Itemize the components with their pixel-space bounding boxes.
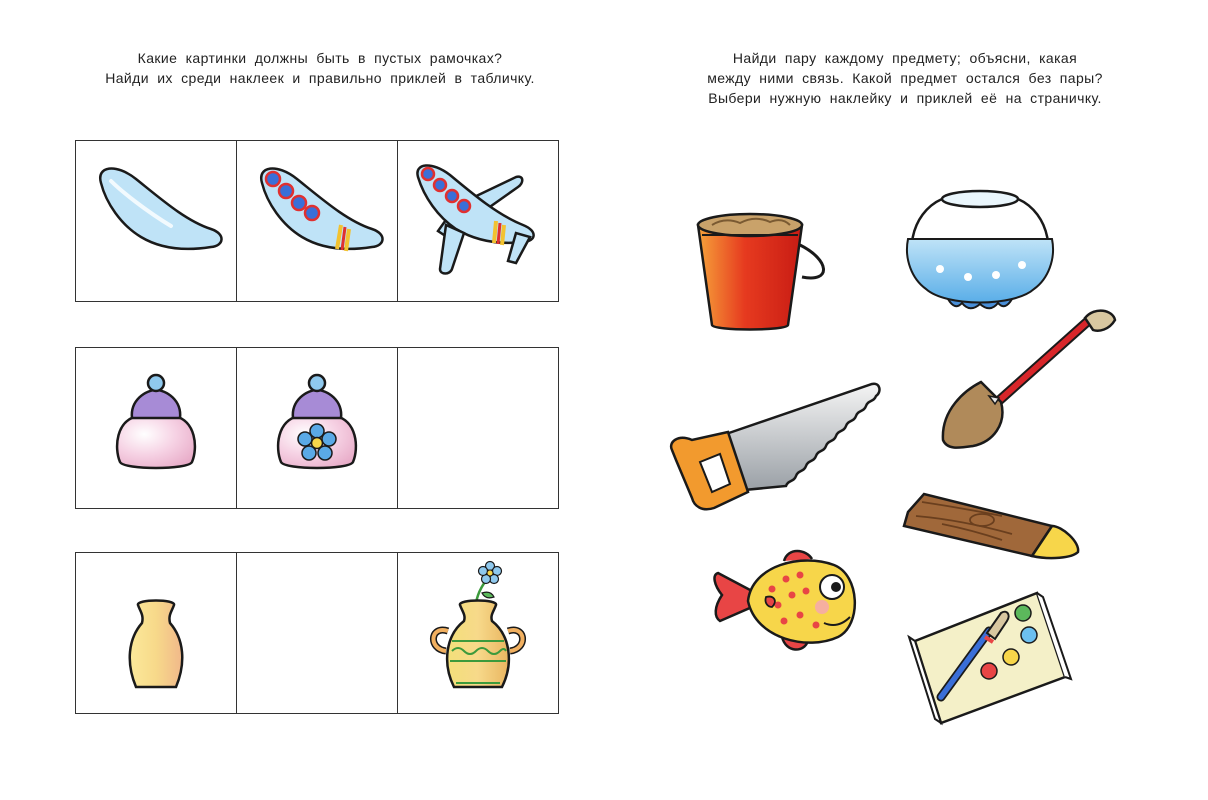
bucket-item[interactable] (690, 205, 830, 335)
bucket-icon (690, 205, 830, 335)
log-icon (902, 490, 1082, 565)
puzzle-cell (237, 348, 398, 508)
right-instruction-line-1: Найди пару каждому предмету; объясни, какая (732, 50, 1078, 66)
right-instruction-line-3: Выбери нужную наклейку и приклей её на страничку. (708, 90, 1102, 106)
vase-decorated-icon (398, 553, 558, 713)
jar-plain-icon (76, 348, 236, 508)
puzzle-cell (398, 141, 558, 301)
left-instructions (40, 48, 600, 88)
left-instruction-line-2: Найди их среди наклеек и правильно приклей в табличку. (105, 70, 535, 86)
saw-item[interactable] (668, 380, 883, 515)
plane-windows-icon (237, 141, 397, 301)
fish-item[interactable] (712, 545, 862, 660)
paint-palette-icon (905, 585, 1075, 725)
paint-palette-item[interactable] (905, 585, 1075, 725)
right-instructions (640, 48, 1170, 108)
puzzle-row-jar (75, 347, 559, 509)
log-item[interactable] (902, 490, 1082, 565)
left-instruction-line-1: Какие картинки должны быть в пустых рамочках? (137, 50, 503, 66)
puzzle-cell (76, 141, 237, 301)
puzzle-row-plane (75, 140, 559, 302)
puzzle-cell (398, 553, 558, 713)
shovel-icon (935, 300, 1125, 465)
empty-frame[interactable] (398, 348, 558, 508)
puzzle-cell (237, 141, 398, 301)
shovel-item[interactable] (935, 300, 1125, 465)
empty-frame[interactable] (237, 553, 398, 713)
saw-icon (668, 380, 883, 515)
plane-full-icon (398, 141, 558, 301)
plane-body-icon (76, 141, 236, 301)
puzzle-cell (76, 553, 237, 713)
puzzle-row-vase (75, 552, 559, 714)
jar-flower-icon (237, 348, 397, 508)
puzzle-cell (76, 348, 237, 508)
vase-plain-icon (76, 553, 236, 713)
fish-icon (712, 545, 862, 660)
right-instruction-line-2: между ними связь. Какой предмет остался без пары? (707, 70, 1103, 86)
